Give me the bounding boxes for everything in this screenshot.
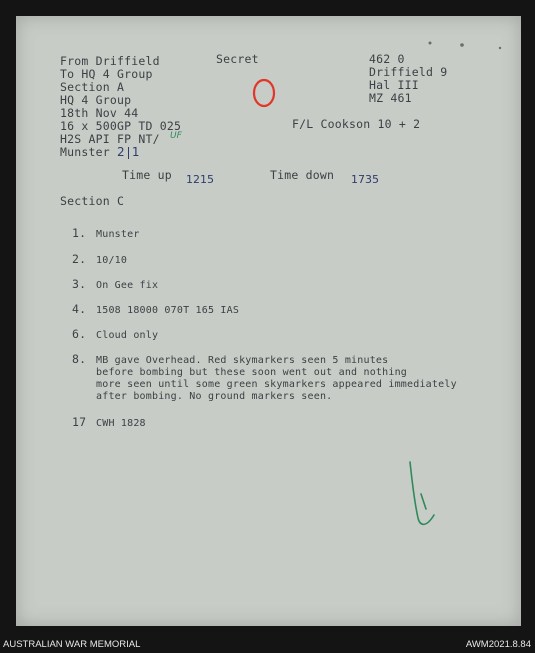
time-up-label: Time up xyxy=(122,168,172,182)
equipment-line: H2S API FP NT/ xyxy=(60,132,160,146)
item-text: On Gee fix xyxy=(96,280,159,291)
crew-line: F/L Cookson 10 + 2 xyxy=(292,117,421,131)
item-number: 2. xyxy=(72,252,87,266)
footer-collection: AUSTRALIAN WAR MEMORIAL xyxy=(3,639,141,650)
secret-label: Secret xyxy=(216,52,259,66)
item-text: CWH 1828 xyxy=(96,418,146,429)
to-line: To HQ 4 Group xyxy=(60,67,153,81)
item-text: before bombing but these soon went out and nothing xyxy=(96,367,408,378)
time-down-value: 1735 xyxy=(351,173,379,186)
bomb-load-line: 16 x 500GP TD 025 xyxy=(60,119,182,133)
footer-accession-number: AWM2021.8.84 xyxy=(465,639,531,650)
time-up-value: 1215 xyxy=(186,173,214,186)
item-text: more seen until some green skymarkers appeared immediately xyxy=(96,379,457,390)
item-number: 1. xyxy=(72,226,87,240)
item-number: 8. xyxy=(72,352,87,366)
item-number: 4. xyxy=(72,302,87,316)
item-text: Munster xyxy=(96,229,140,240)
from-line: From Driffield xyxy=(60,54,160,68)
handwritten-uf: UF xyxy=(170,131,182,141)
item-text: after bombing. No ground markers seen. xyxy=(96,391,333,402)
date-line: 18th Nov 44 xyxy=(60,106,139,120)
item-number: 3. xyxy=(72,277,87,291)
item-text: 1508 18000 070T 165 IAS xyxy=(96,305,240,316)
item-text: 10/10 xyxy=(96,255,128,266)
munster-label: Munster xyxy=(60,145,110,159)
item-text: Cloud only xyxy=(96,330,159,341)
item-number: 17 xyxy=(72,415,87,429)
header-right-2: Driffield 9 xyxy=(369,65,448,79)
header-right-1: 462 0 xyxy=(369,52,405,66)
header-right-4: MZ 461 xyxy=(369,91,412,105)
section-c-heading: Section C xyxy=(60,194,125,208)
munster-bar-value: 1 xyxy=(131,145,140,159)
hq-line: HQ 4 Group xyxy=(60,93,132,107)
time-down-label: Time down xyxy=(270,168,335,182)
munster-value: 2 xyxy=(117,145,125,159)
header-right-3: Hal III xyxy=(369,78,419,92)
item-text: MB gave Overhead. Red skymarkers seen 5 minutes xyxy=(96,355,389,366)
section-a-line: Section A xyxy=(60,80,125,94)
item-number: 6. xyxy=(72,327,87,341)
